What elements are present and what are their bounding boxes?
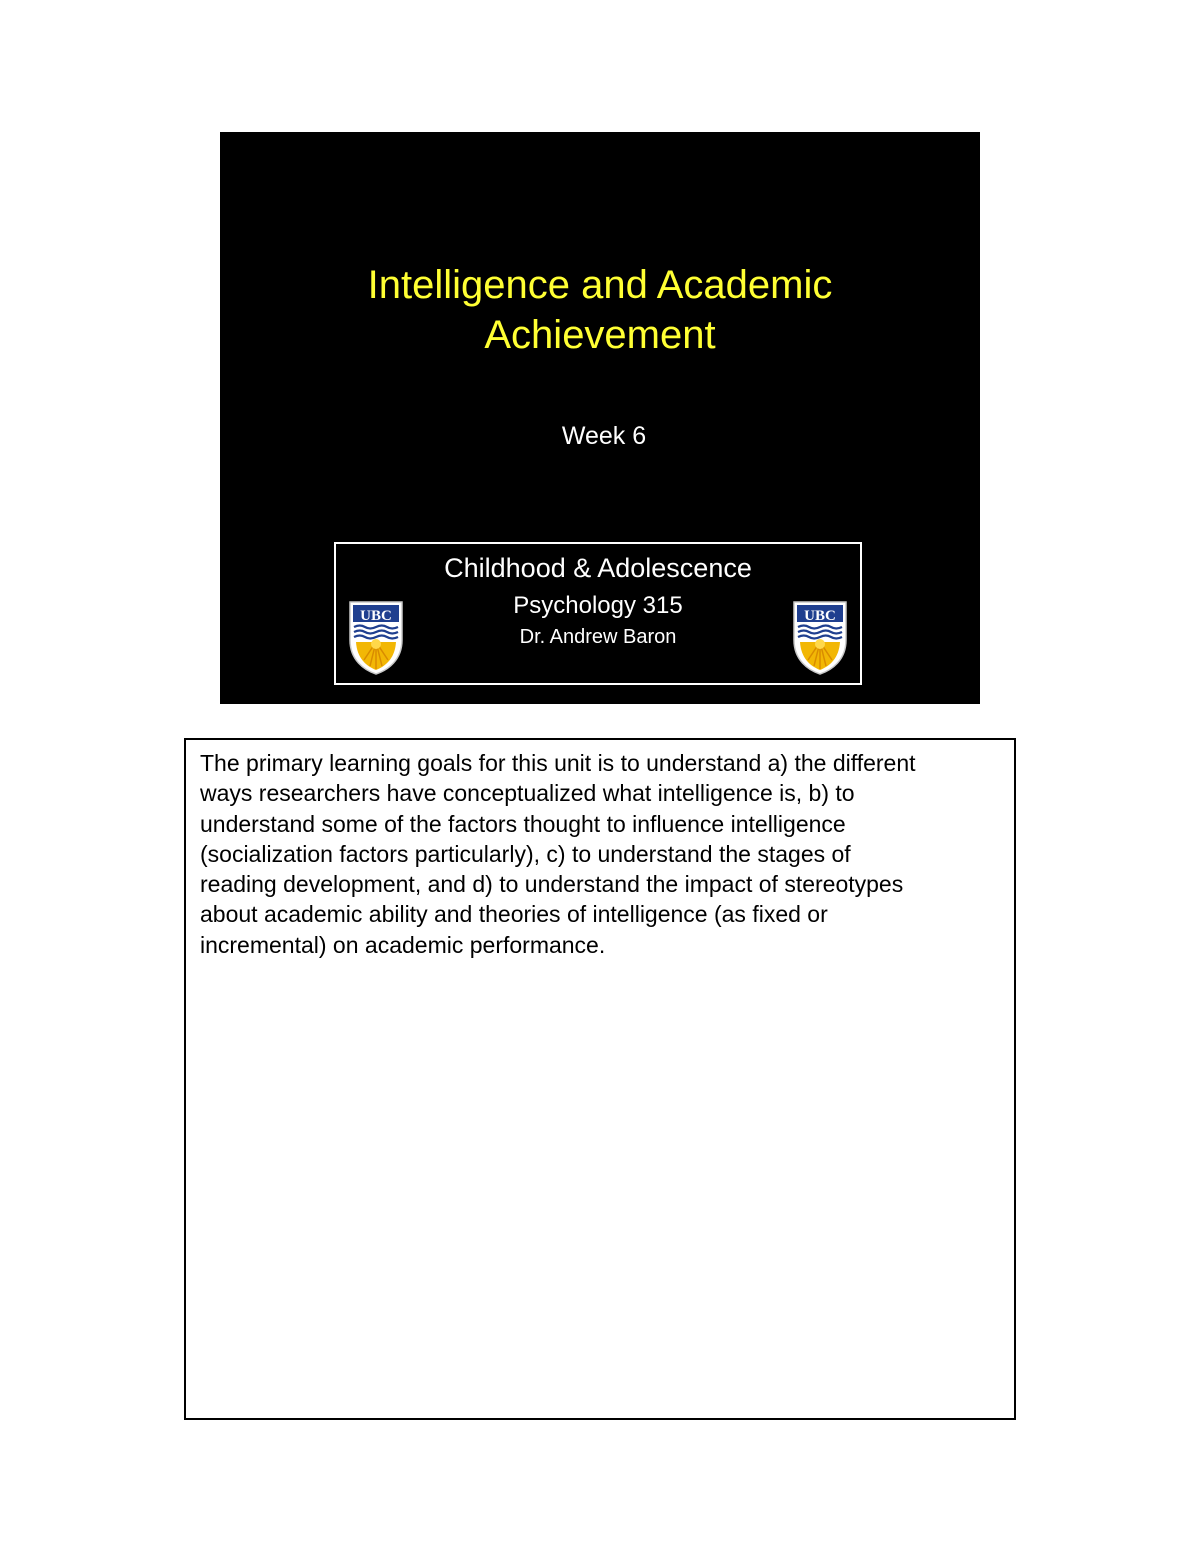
notes-line: (socialization factors particularly), c) to understand the stages of xyxy=(200,840,851,867)
course-info-box xyxy=(334,542,862,685)
notes-line: about academic ability and theories of intelligence (as fixed or xyxy=(200,901,828,928)
ubc-logo-text: UBC xyxy=(360,608,392,624)
notes-text xyxy=(200,748,1000,960)
slide-title xyxy=(220,260,980,360)
course-code: Psychology 315 xyxy=(513,592,683,619)
course-instructor: Dr. Andrew Baron xyxy=(519,626,677,648)
slide-title-line-2: Achievement xyxy=(484,313,716,357)
notes-box xyxy=(184,738,1016,1420)
slide-week: Week 6 xyxy=(561,422,647,450)
lecture-slide xyxy=(220,132,980,704)
notes-line: reading development, and d) to understand the impact of stereotypes xyxy=(200,871,904,898)
notes-line: The primary learning goals for this unit is to understand a) the different xyxy=(200,750,916,776)
course-title: Childhood & Adolescence xyxy=(444,553,752,583)
notes-line: understand some of the factors thought to influence intelligence xyxy=(200,810,846,837)
ubc-logo-text: UBC xyxy=(804,608,836,624)
notes-line: ways researchers have conceptualized what intelligence is, b) to xyxy=(200,780,855,807)
notes-line: incremental) on academic performance. xyxy=(200,931,606,958)
ubc-crest-icon xyxy=(792,600,848,676)
slide-title-line-1: Intelligence and Academic xyxy=(367,263,833,307)
